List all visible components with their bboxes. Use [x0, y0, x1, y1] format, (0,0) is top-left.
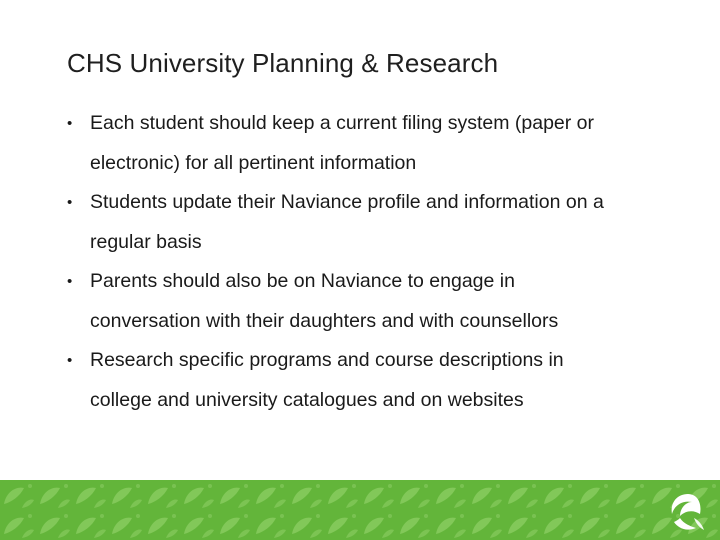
bullet-marker: • — [67, 194, 73, 211]
bullet-marker: • — [67, 115, 73, 132]
slide-title: CHS University Planning & Research — [67, 48, 499, 78]
bullet-item — [67, 183, 627, 262]
bullet-marker: • — [67, 352, 73, 369]
bullet-item — [67, 262, 627, 341]
bullet-text: Research specific programs and course descriptions in college and university catalogues and on websites — [90, 349, 564, 411]
bullet-item — [67, 341, 627, 420]
bullet-marker: • — [67, 273, 73, 290]
footer-band — [0, 480, 720, 540]
bullet-list — [67, 104, 627, 420]
leaf-swirl-logo-icon — [664, 488, 712, 536]
bullet-text: Parents should also be on Naviance to engage in conversation with their daughters and with counsellors — [90, 270, 559, 332]
bullet-item — [67, 104, 627, 183]
leaf-pattern-icon — [0, 480, 720, 540]
bullet-text: Students update their Naviance profile and information on a regular basis — [90, 191, 604, 253]
bullet-text: Each student should keep a current filing system (paper or electronic) for all pertinent information — [90, 112, 595, 174]
